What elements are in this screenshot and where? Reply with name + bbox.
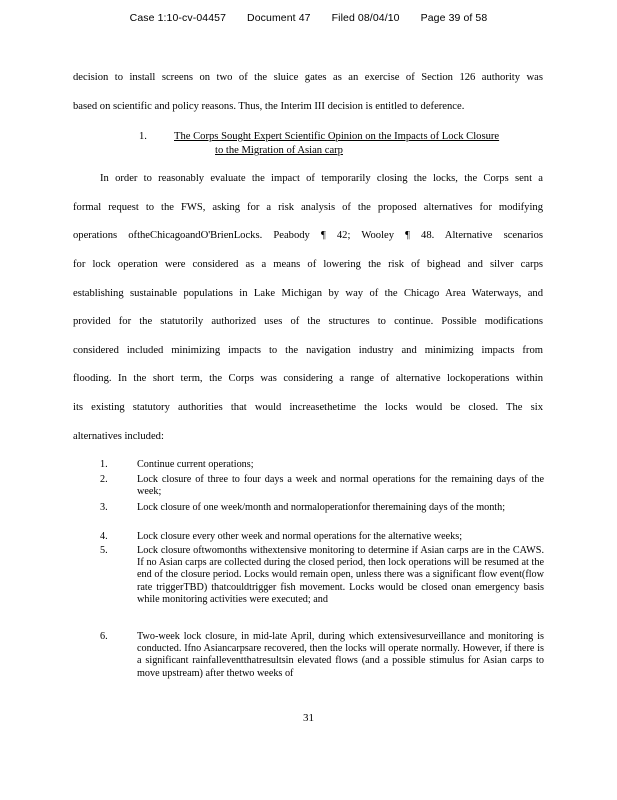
- page-number: 31: [303, 712, 314, 724]
- text-line: establishing sustainable populations in Lake Michigan by way of the Chicago Area Waterways, and: [73, 288, 543, 299]
- item-number: 3.: [100, 502, 108, 513]
- item-text: Lock closure oftwomonths withextensive monitoring to determine if Asian carps are in the CAWS. If no Asian carps are collected during the closed period, then lock operations will be resumed at the end of the closure period. Locks would remain open, unless there was a significant flow event(flow rate triggerTBD) thatcouldtrigger fish movement. Locks would be closed onan emergency basis while monitoring activities were executed; and: [137, 545, 544, 605]
- item-number: 1.: [100, 459, 108, 470]
- filed-date: Filed 08/04/10: [331, 12, 400, 24]
- item-text: Lock closure of three to four days a week and normal operations for the remaining days of the week;: [137, 474, 544, 498]
- text-line: its existing statutory authorities that would increasethetime the locks would be closed. The six: [73, 402, 543, 413]
- text-line: formal request to the FWS, asking for a risk analysis of the proposed alternatives for modifying: [73, 202, 543, 213]
- item-text: Lock closure every other week and normal operations for the alternative weeks;: [137, 531, 463, 542]
- text-line: for lock operation were considered as a means of lowering the risk of bighead and silver carps: [73, 259, 543, 270]
- section-title-line-2: to the Migration of Asian carp: [215, 145, 343, 156]
- item-number: 6.: [100, 631, 108, 642]
- item-number: 5.: [100, 545, 108, 556]
- text-line: considered included minimizing impacts to the navigation industry and minimizing impacts from: [73, 345, 543, 356]
- text-line: decision to install screens on two of the sluice gates as an exercise of Section 126 authority was: [73, 72, 543, 83]
- text-line: based on scientific and policy reasons. Thus, the Interim III decision is entitled to deference.: [73, 101, 465, 112]
- text-line: alternatives included:: [73, 431, 164, 442]
- item-text: Lock closure of one week/month and normaloperationfor theremaining days of the month;: [137, 502, 506, 513]
- text-line: provided for the statutorily authorized uses of the structures to continue. Possible modifications: [73, 316, 543, 327]
- section-number: 1.: [139, 131, 147, 142]
- case-number: Case 1:10-cv-04457: [129, 12, 227, 24]
- text-line: operations oftheChicagoandO'BrienLocks. Peabody ¶ 42; Wooley ¶ 48. Alternative scenarios: [73, 230, 543, 241]
- text-line: flooding. In the short term, the Corps was considering a range of alternative lockoperations within: [73, 373, 543, 384]
- item-text: Two-week lock closure, in mid-late April, during which extensivesurveillance and monitoring is conducted. Ifno Asiancarpsare recovered, then the locks will operate normally. However, if there is a significant rainfalleventthatresultsin elevated flows (and a possible stimulus for Asian carps to move upstream) after thetwo weeks of: [137, 631, 544, 679]
- document-number: Document 47: [247, 12, 311, 24]
- item-text: Continue current operations;: [137, 459, 254, 470]
- case-header: [0, 12, 617, 24]
- item-number: 4.: [100, 531, 108, 542]
- section-title-line-1: The Corps Sought Expert Scientific Opinion on the Impacts of Lock Closure: [174, 131, 500, 142]
- item-number: 2.: [100, 474, 108, 485]
- page-indicator: Page 39 of 58: [420, 12, 488, 24]
- text-line: In order to reasonably evaluate the impact of temporarily closing the locks, the Corps sent a: [100, 173, 543, 184]
